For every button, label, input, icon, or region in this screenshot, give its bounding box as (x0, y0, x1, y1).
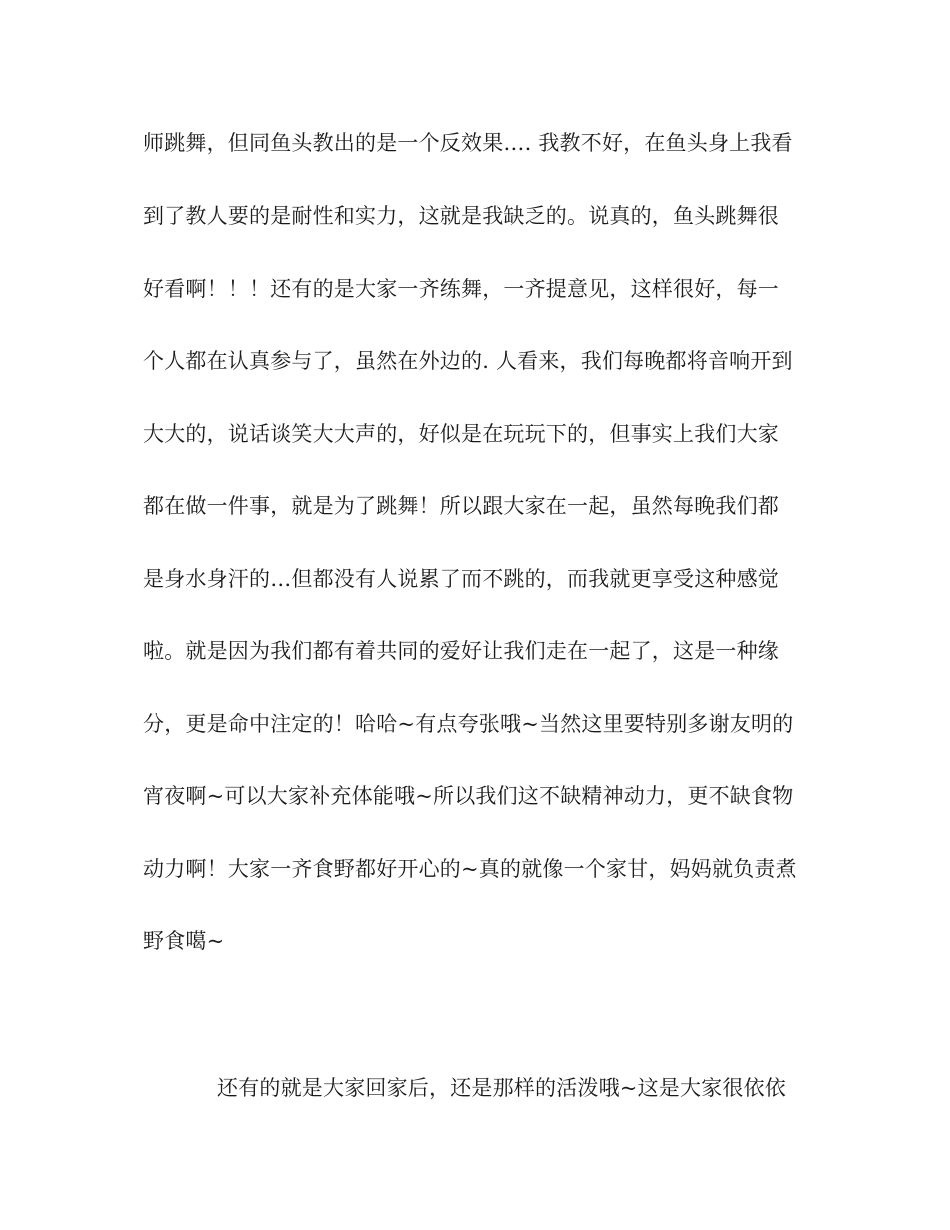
text-line: 是身水身汗的…但都没有人说累了而不跳的，而我就更享受这种感觉 (143, 567, 779, 591)
text-line: 个人都在认真参与了，虽然在外边的. 人看来，我们每晚都将音响开到 (143, 349, 793, 373)
text-line: 分，更是命中注定的！哈哈~有点夸张哦~当然这里要特别多谢友明的 (143, 712, 794, 736)
paragraph-2-first-line: 还有的就是大家回家后，还是那样的活泼哦~这是大家很依依 (217, 1076, 786, 1100)
text-line: 宵夜啊~可以大家补充体能哦~所以我们这不缺精神动力，更不缺食物 (143, 784, 794, 808)
text-line: 师跳舞，但同鱼头教出的是一个反效果…. 我教不好，在鱼头身上我看 (143, 131, 793, 155)
text-line: 野食噶~ (143, 929, 225, 953)
text-line: 都在做一件事，就是为了跳舞！所以跟大家在一起，虽然每晚我们都 (143, 494, 779, 518)
text-line: 动力啊！大家一齐食野都好开心的~真的就像一个家甘，妈妈就负责煮 (143, 857, 797, 881)
text-line: 好看啊！！！还有的是大家一齐练舞，一齐提意见，这样很好，每一 (143, 277, 779, 301)
text-line: 到了教人要的是耐性和实力，这就是我缺乏的。说真的，鱼头跳舞很 (143, 204, 779, 228)
text-line: 大大的，说话谈笑大大声的，好似是在玩玩下的，但事实上我们大家 (143, 422, 779, 446)
text-line: 啦。就是因为我们都有着共同的爱好让我们走在一起了，这是一种缘 (143, 639, 779, 663)
